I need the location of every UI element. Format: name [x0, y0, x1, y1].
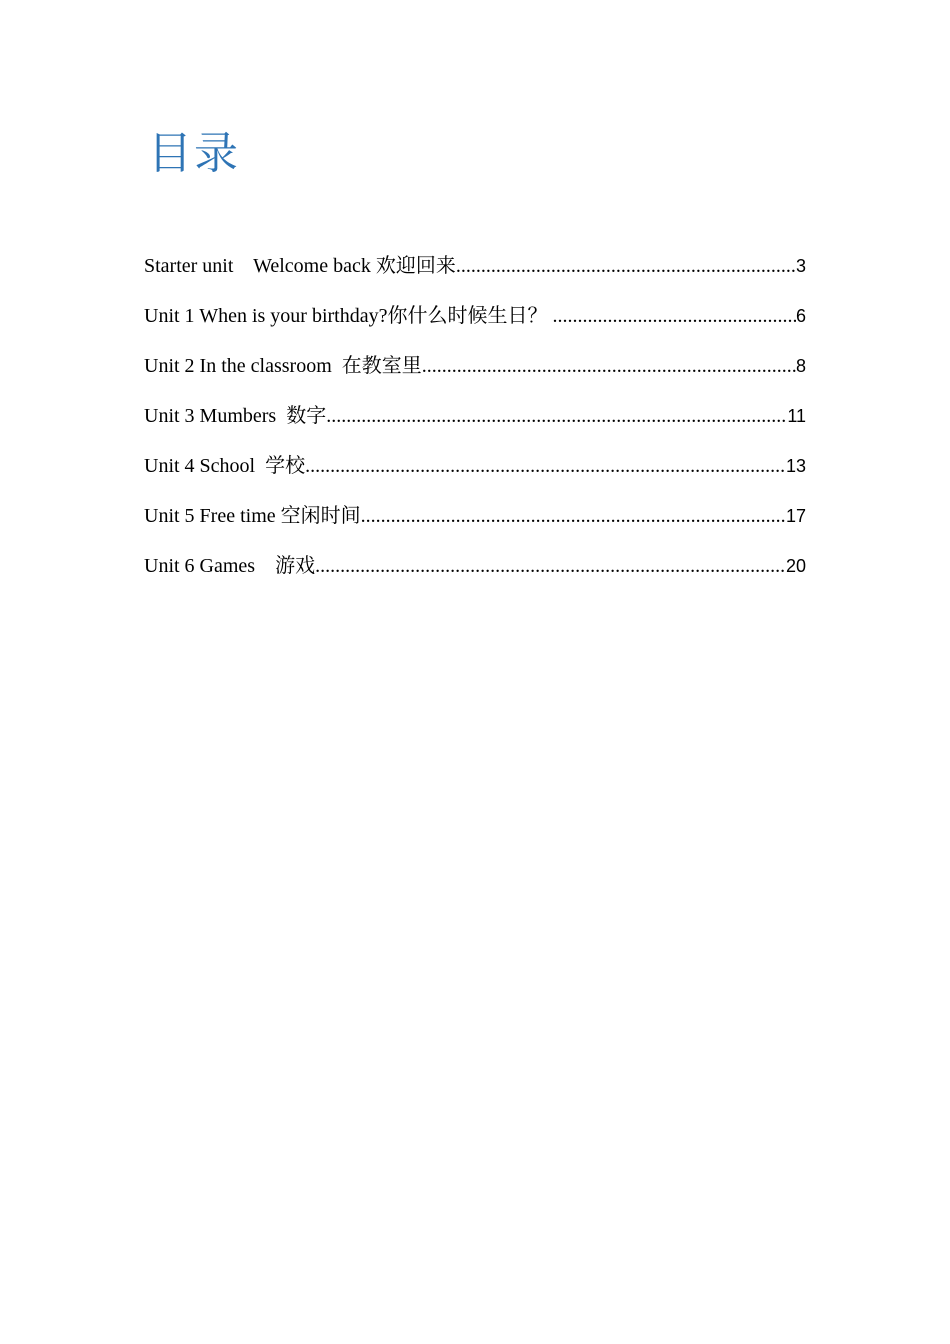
toc-page-number: 20: [785, 556, 806, 576]
toc-dot-leader: [422, 348, 796, 384]
toc-dot-leader: [552, 298, 796, 334]
toc-page-number: 11: [787, 406, 806, 426]
toc-entry-label: Unit 5 Free time 空闲时间: [144, 505, 361, 527]
toc-dot-leader: [305, 448, 786, 484]
toc-dot-leader: [315, 548, 786, 584]
toc-heading: 目录: [148, 128, 240, 179]
toc-dot-leader: [456, 248, 796, 284]
toc-entry-label: Unit 3 Mumbers 数字: [144, 405, 327, 427]
toc-dot-leader: [326, 398, 787, 434]
toc-entry-label: Unit 4 School 学校: [144, 455, 306, 477]
toc-entry-unit-3[interactable]: [144, 398, 806, 448]
toc-entry-unit-2[interactable]: [144, 348, 806, 398]
toc-page-number: 3: [795, 256, 806, 276]
toc-page-number: 8: [795, 356, 806, 376]
toc-entry-unit-1[interactable]: [144, 298, 806, 348]
toc-page-number: 17: [785, 506, 806, 526]
toc-entry-unit-4[interactable]: [144, 448, 806, 498]
toc-entry-unit-6[interactable]: [144, 548, 806, 598]
table-of-contents: [144, 248, 806, 598]
toc-page-number: 13: [785, 456, 806, 476]
toc-page-number: 6: [795, 306, 806, 326]
toc-entry-label: Unit 2 In the classroom 在教室里: [144, 355, 422, 377]
toc-dot-leader: [361, 498, 786, 534]
toc-entry-unit-5[interactable]: [144, 498, 806, 548]
toc-entry-label: Unit 6 Games 游戏: [144, 555, 316, 577]
toc-entry-label: Unit 1 When is your birthday?你什么时候生日？: [144, 305, 553, 327]
toc-entry-label: Starter unit Welcome back 欢迎回来: [144, 255, 456, 277]
toc-entry-starter-unit[interactable]: [144, 248, 806, 298]
